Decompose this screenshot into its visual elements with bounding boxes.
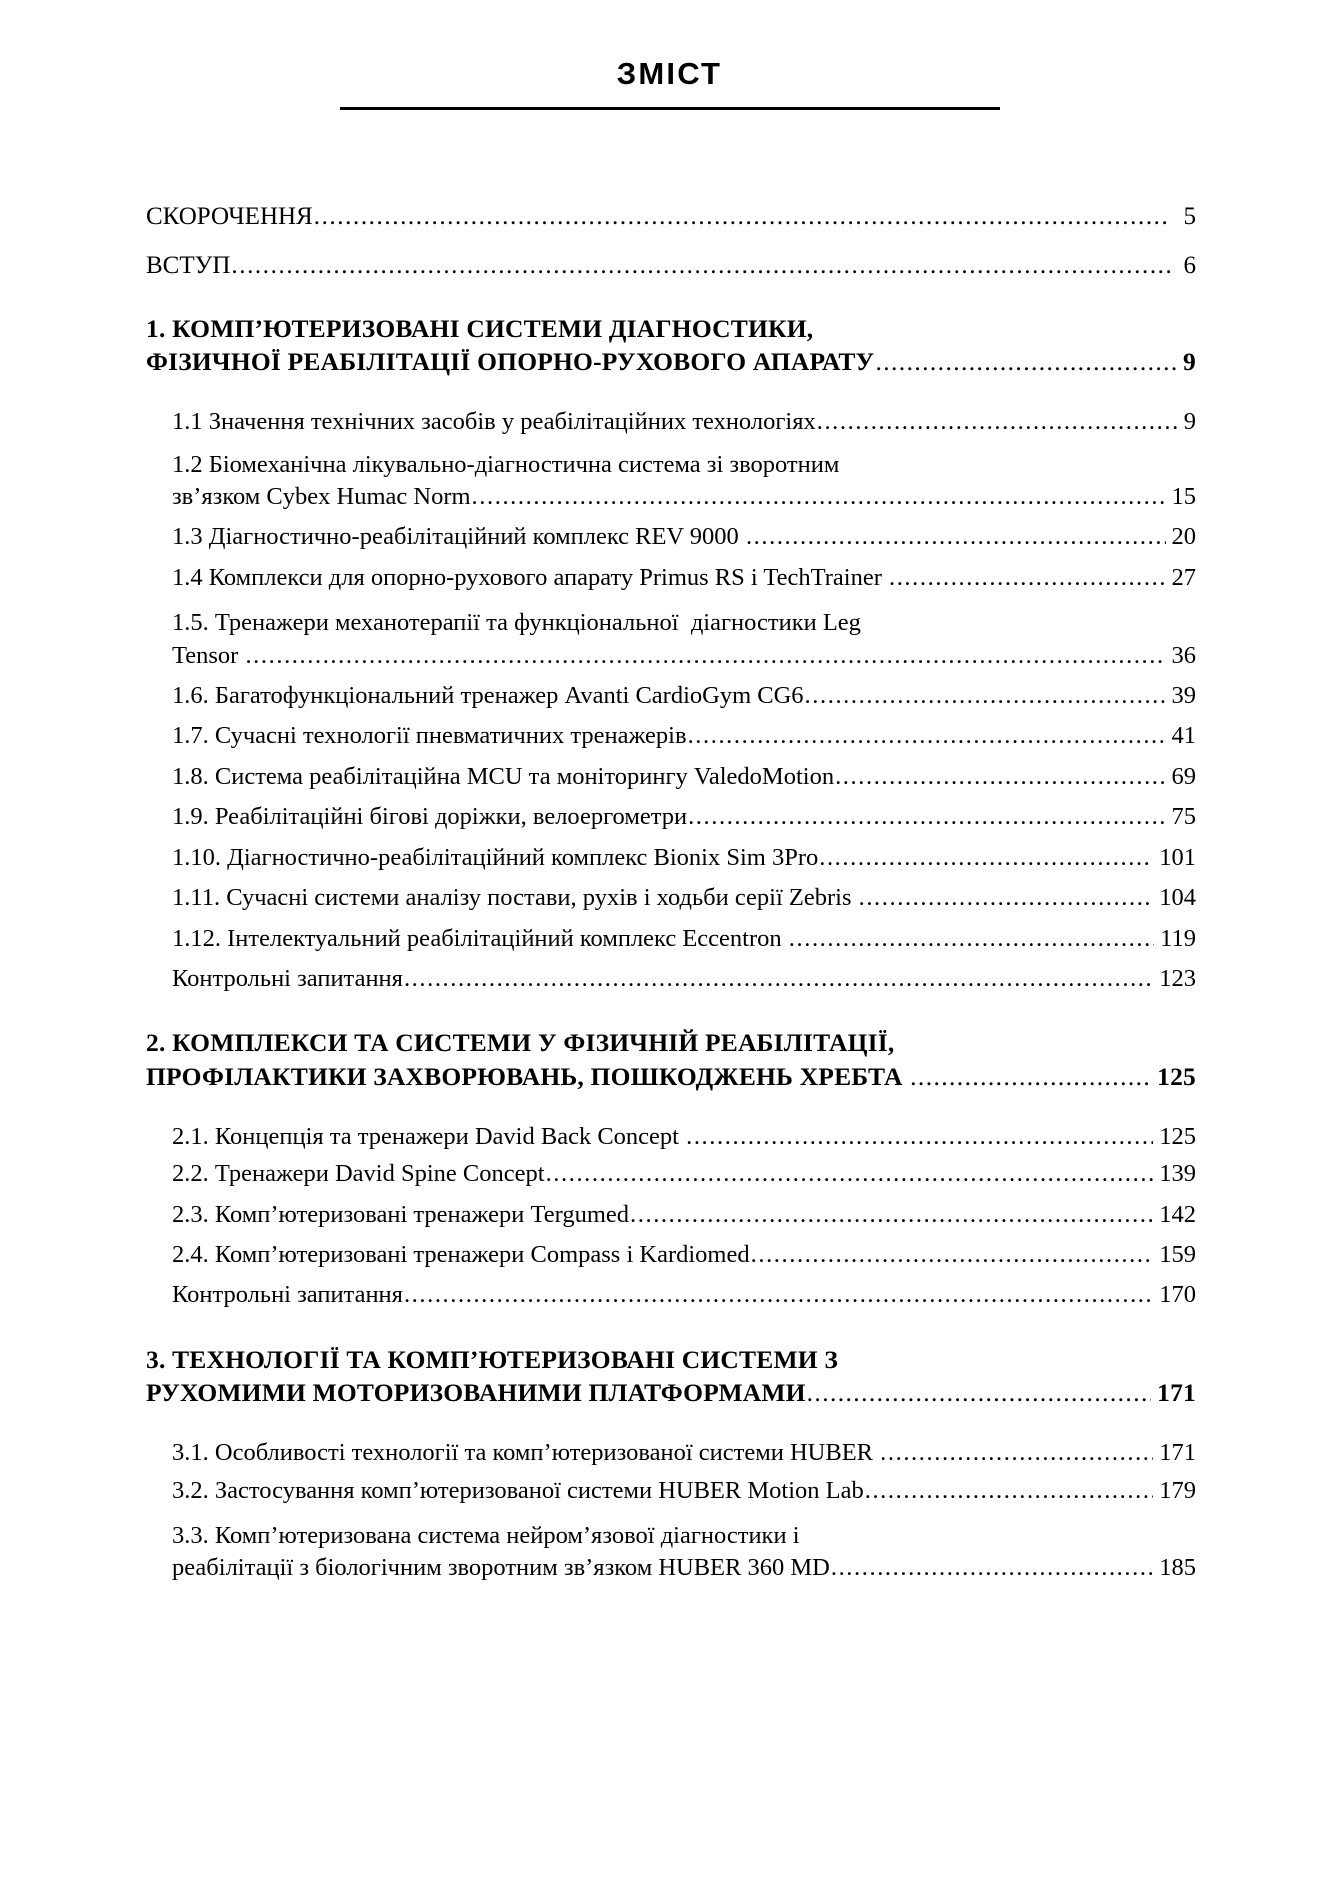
toc-entry-line: 2. КОМПЛЕКСИ ТА СИСТЕМИ У ФІЗИЧНІЙ РЕАБІЛІТАЦІЇ,: [146, 1028, 895, 1058]
toc-entry-row: [146, 1376, 1196, 1409]
dot-leader: [472, 483, 1166, 510]
toc-entry-row: [172, 564, 1196, 591]
toc-entry-row: [172, 1123, 1196, 1150]
dot-leader: [751, 1241, 1154, 1268]
toc-page-number: 41: [1171, 722, 1196, 750]
dot-leader: [404, 1281, 1153, 1308]
dot-leader: [880, 1439, 1153, 1466]
dot-leader: [805, 682, 1166, 709]
title-divider: [340, 107, 1000, 110]
toc-entry-row: [172, 523, 1196, 550]
dot-leader: [630, 1201, 1153, 1228]
toc-entry-section-1-12[interactable]: [172, 925, 1196, 952]
dot-leader: [245, 642, 1165, 669]
toc-entry-line: 3.3. Комп’ютеризована система нейром’язової діагностики і: [172, 1522, 800, 1550]
dot-leader: [546, 1160, 1154, 1187]
dot-leader: [789, 925, 1154, 952]
toc-entry-label: 1.6. Багатофункціональний тренажер Avanti CardioGym CG6: [172, 681, 804, 709]
toc-entry-label: ВСТУП: [146, 252, 231, 279]
toc-page-number: 9: [1183, 347, 1196, 377]
toc-entry-row: [172, 408, 1196, 435]
dot-leader: [831, 1554, 1153, 1581]
toc-entry-section-1-10[interactable]: [172, 844, 1196, 871]
toc-page-number: 104: [1159, 884, 1196, 912]
toc-page-number: 9: [1183, 408, 1196, 436]
toc-page-number: 119: [1160, 924, 1196, 952]
dot-leader: [314, 204, 1170, 229]
toc-page-number: 101: [1159, 843, 1196, 871]
toc-entry-row: [172, 803, 1196, 830]
toc-entry-questions-1[interactable]: [172, 965, 1196, 992]
toc-entry-row: [146, 1060, 1196, 1093]
toc-entry-line: 1.5. Тренажери механотерапії та функціональної діагностики Leg: [172, 609, 861, 637]
toc-entry-label: 3.2. Застосування комп’ютеризованої системи HUBER Motion Lab: [172, 1476, 864, 1504]
dot-leader: [746, 523, 1166, 550]
toc-page-number: 6: [1183, 252, 1196, 279]
toc-entry-row: [172, 925, 1196, 952]
toc-entry-line: 1. КОМП’ЮТЕРИЗОВАНІ СИСТЕМИ ДІАГНОСТИКИ,: [146, 314, 814, 343]
toc-entry-row: [172, 483, 1196, 510]
toc-entry-line: 1.2 Біомеханічна лікувально-діагностична система зі зворотним: [172, 450, 840, 478]
toc-entry-chapter-2[interactable]: [146, 1026, 1196, 1092]
dot-leader: [835, 763, 1165, 790]
toc-entry-row: [172, 1439, 1196, 1466]
toc-page-number: 179: [1159, 1476, 1196, 1504]
toc-entry-label: Tensor: [172, 641, 245, 669]
toc-page-number: 39: [1171, 681, 1196, 709]
toc-entry-row: [172, 1241, 1196, 1268]
toc-entry-label: 1.10. Діагностично-реабілітаційний комплекс Bionix Sim 3Pro: [172, 843, 819, 871]
toc-entry-row: [146, 345, 1196, 378]
toc-entry-label: ФІЗИЧНОЇ РЕАБІЛІТАЦІЇ ОПОРНО-РУХОВОГО АПАРАТУ: [146, 347, 875, 377]
page-title: ЗМІСТ: [616, 56, 723, 91]
toc-entry-label: 1.7. Сучасні технології пневматичних тренажерів: [172, 722, 687, 750]
toc-entry-questions-2[interactable]: [172, 1281, 1196, 1308]
toc-entry-row: [172, 1160, 1196, 1187]
toc-entry-label: 2.2. Тренажери David Spine Concept: [172, 1160, 545, 1188]
toc-entry-row: [172, 763, 1196, 790]
dot-leader: [817, 408, 1178, 435]
toc-entry-row: [172, 844, 1196, 871]
toc-page-number: 69: [1171, 762, 1196, 790]
toc-page-number: 125: [1159, 1122, 1196, 1150]
dot-leader: [686, 1123, 1153, 1150]
toc-entry-label: Контрольні запитання: [172, 1281, 403, 1309]
toc-entry-row: [172, 1554, 1196, 1581]
toc-page-number: 15: [1171, 482, 1196, 510]
toc-entry-section-1-4[interactable]: [172, 564, 1196, 591]
toc-entry-row: [172, 1201, 1196, 1228]
toc-entry-label: 2.4. Комп’ютеризовані тренажери Compass i Kardiomed: [172, 1241, 750, 1269]
toc-entry-row: [146, 204, 1196, 229]
toc-entry-section-3-3[interactable]: [172, 1517, 1196, 1582]
toc-page-number: 159: [1159, 1241, 1196, 1269]
toc-entry-label: Контрольні запитання: [172, 965, 403, 992]
title-block: [0, 0, 1339, 110]
dot-leader: [404, 965, 1153, 992]
toc-page-number: 171: [1157, 1378, 1196, 1408]
toc-page-number: 171: [1159, 1439, 1196, 1467]
toc-page-number: 125: [1157, 1061, 1196, 1091]
toc-entry-label: 3.1. Особливості технології та комп’ютеризованої системи HUBER: [172, 1439, 880, 1467]
toc-entry-label: реабілітації з біологічним зворотним зв’язком HUBER 360 MD: [172, 1554, 830, 1582]
dot-leader: [910, 1060, 1151, 1093]
toc-entry-label: 2.3. Комп’ютеризовані тренажери Tergumed: [172, 1200, 630, 1228]
toc-entry-section-1-5[interactable]: [172, 604, 1196, 669]
toc-entry-label: 1.3 Діагностично-реабілітаційний комплекс REV 9000: [172, 523, 745, 551]
dot-leader: [807, 1376, 1151, 1409]
toc-entry-intro[interactable]: [146, 253, 1196, 278]
toc-entry-row: [172, 965, 1196, 992]
toc-entry-label: СКОРОЧЕННЯ: [146, 203, 313, 230]
dot-leader: [859, 884, 1154, 911]
toc-entry-section-2-3[interactable]: [172, 1201, 1196, 1228]
toc-page-number: 142: [1159, 1200, 1196, 1228]
toc-entry-section-2-2[interactable]: [172, 1160, 1196, 1187]
toc-entry-label: 1.4 Комплекси для опорно-рухового апарату Primus RS i TechTrainer: [172, 563, 888, 591]
toc-entry-row: [172, 682, 1196, 709]
toc-entry-row: [172, 1281, 1196, 1308]
dot-leader: [688, 722, 1166, 749]
toc-entry-section-1-11[interactable]: [172, 884, 1196, 911]
toc-entry-section-2-4[interactable]: [172, 1241, 1196, 1268]
toc-entry-row: [172, 722, 1196, 749]
toc-entry-chapter-3[interactable]: [146, 1343, 1196, 1409]
toc-entry-row: [172, 884, 1196, 911]
toc-entry-chapter-1[interactable]: [146, 312, 1196, 378]
toc-page-number: 75: [1171, 803, 1196, 831]
dot-leader: [819, 844, 1153, 871]
toc-entry-section-2-1[interactable]: [172, 1123, 1196, 1150]
toc-entry-label: 1.12. Інтелектуальний реабілітаційний комплекс Eccentron: [172, 924, 788, 952]
toc-entry-section-1-9[interactable]: [172, 803, 1196, 830]
toc-page-number: 123: [1159, 965, 1196, 992]
dot-leader: [875, 345, 1177, 378]
toc-page-number: 139: [1159, 1160, 1196, 1188]
toc-entry-row: [172, 642, 1196, 669]
toc-page-number: 170: [1159, 1281, 1196, 1309]
toc-page-number: 20: [1171, 523, 1196, 551]
toc-page-number: 27: [1171, 563, 1196, 591]
toc-page-number: 185: [1159, 1554, 1196, 1582]
toc-entry-section-1-8[interactable]: [172, 763, 1196, 790]
toc-entry-section-1-1[interactable]: [172, 408, 1196, 435]
toc-entry-label: 2.1. Концепція та тренажери David Back Concept: [172, 1122, 686, 1150]
dot-leader: [688, 803, 1165, 830]
toc-entry-label: 1.8. Система реабілітаційна MCU та моніторингу ValedoMotion: [172, 762, 835, 790]
dot-leader: [865, 1477, 1154, 1504]
toc-entry-label: 1.1 Значення технічних засобів у реабілітаційних технологіях: [172, 408, 816, 436]
toc-entry-section-1-3[interactable]: [172, 523, 1196, 550]
toc-entry-label: зв’язком Cybex Humac Norm: [172, 482, 471, 510]
toc-entry-section-1-6[interactable]: [172, 682, 1196, 709]
toc-entry-line: 3. ТЕХНОЛОГІЇ ТА КОМП’ЮТЕРИЗОВАНІ СИСТЕМИ З: [146, 1344, 838, 1374]
toc-entry-label: РУХОМИМИ МОТОРИЗОВАНИМИ ПЛАТФОРМАМИ: [146, 1378, 806, 1408]
toc-entry-section-1-2[interactable]: [172, 446, 1196, 511]
toc-entry-section-3-1[interactable]: [172, 1439, 1196, 1466]
toc-entry-label: 1.9. Реабілітаційні бігові доріжки, велоергометри: [172, 803, 688, 831]
toc-entry-abbreviations[interactable]: [146, 204, 1196, 229]
dot-leader: [889, 564, 1166, 591]
toc-page-number: 36: [1171, 641, 1196, 669]
toc-entry-label: 1.11. Сучасні системи аналізу постави, рухів і ходьби серії Zebris: [172, 884, 858, 912]
toc-entry-section-3-2[interactable]: [172, 1477, 1196, 1504]
dot-leader: [231, 253, 1170, 278]
table-of-contents: [0, 204, 1339, 1582]
toc-entry-row: [172, 1477, 1196, 1504]
toc-entry-row: [146, 253, 1196, 278]
toc-entry-section-1-7[interactable]: [172, 722, 1196, 749]
toc-entry-label: ПРОФІЛАКТИКИ ЗАХВОРЮВАНЬ, ПОШКОДЖЕНЬ ХРЕБТА: [146, 1061, 910, 1091]
toc-page-number: 5: [1183, 203, 1196, 230]
